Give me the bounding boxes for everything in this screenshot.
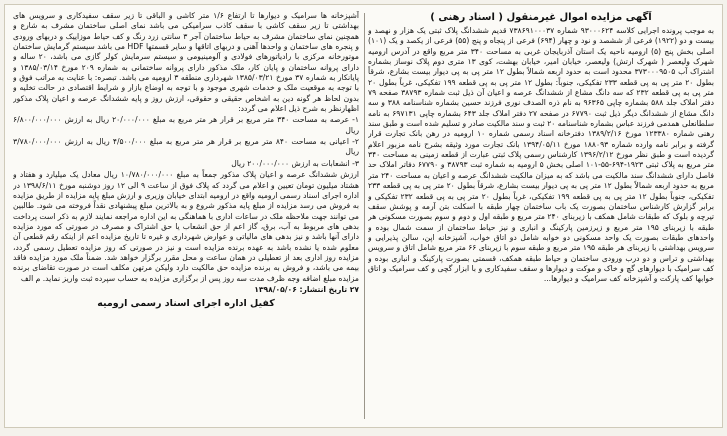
notice-title: آگهی مزایده اموال غیرمنقول ( اسناد رهنی ) — [430, 12, 652, 23]
column-divider — [364, 13, 365, 419]
notice-paragraph: به موجب پرونده اجرایی کلاسه ۹۳۰۰۰۶۲۴ شماره ۷۳۸۶۹۱۰۰۰۳۷ قدیم ششدانگ پلاک ثبتی یک هزار و نهصد و بیست و دو (۱۹۲۲) فرعی از ششصد و نود و چهار (۶۹۴) فرعی از پنجاه و پنج (۵۵) فرعی از یکصد و یک (۱۰۱) اصلی بخش پنج (۵) ارومیه ناحیه یک استان آذربایجان غربی به مساحت ۳۴۰ متر مربع واقع در آدرس ارومیه شهرک ولیعصر ( شهرک ارتش) ولیعصر، خیابان امیر، خیابان بهشت، کوی ۱۳ متری دوم پلاک نوساز بشماره اشتراک آب ۳۷۳۰۰۰۹۵۰۵ محدود است به حدود اربعه شمالاً بطول ۱۲ متر پی به پی دیوار بیست بشارع، شرقاً بطول ۲۰ متر پی به پی قطعه ۲۳۳ تفکیکی، جنوباً: بطول ۱۲ متر پی به پی قطعه ۱۹۹ تفکیکی، غرباً بطول ۲۰ متر پی به پی قطعه ۲۳۲ که سه دانگ مشاع از ششدانگ عرصه و اعیان آن ذیل ثبت شماره ۳۸۷۹۳ صفحه ۷۹ دفتر املاک جلد ۵۸۸ بشماره چاپی ۹۶۳۶۵ به نام ذره الصدف نوری فرزند حسین بشماره شناسنامه ۳۸۸ و سه دانگ مشاع از ششدانگ دیگر ذیل ثبت ۶۷۷۹۰ در صفحه ۲۷ دفتر املاک جلد ۶۴۳ بشماره چاپی ۶۹۷۱۳۱ به نامه سلطانعلی همدمی فرزند عباس بشماره شناسنامه ۲۰ ثبت و سند مالکیت صادر و تسلیم شده است و طبق سند رهنی شماره ۱۲۳۳۸۰ مورخ ۱۳۸۹/۲/۱۶ دفترخانه اسناد رسمی شماره ۱۰ ارومیه در رهن بانک تجارت قرار گرفته و برابر نامه وارده شماره ۱۸۸۰۹۳ مورخ ۱۳۹۴/۰۵/۱۱ بانک تجارت مورد وثیقه بشرح نامه مزبور اعلام گردیده است و طبق نظر مورخ ۱۳۹۶/۲/۱۲ کارشناس رسمی پلاک ثبتی عبارت از قطعه زمینی به مساحت ۳۴۰ متر مربع به پلاک ثبتی ۱۹۲۳-۶۹۴-۵۵-۱۰۱ اصلی بخش ۵ ارومیه به شماره ثبت ۳۸۷۹۳ و ۶۷۷۹۰ دفاتر املاک حد فاصل دارای ششدانگ سند مالکیت می باشد که به میزان مالکیت ششدانگ عرصه و اعیان به مساحت ۲۴۰ متر مربع به حدود اربعه شمالاً بطول ۱۲ متر پی به پی دیوار بیست بشارع، شرقاً بطول ۲۰ متر پی به پی قطعه ۲۳۳ تفکیکی، جنوباً بطول ۱۲ متر پی به پی قطعه ۱۹۹ تفکیکی، غرباً بطول ۲۰ متر پی به پی قطعه ۲۳۲ تفکیکی و برابر گزارش کارشناس ساختمان بصورت یک باب ساختمان چهار طبقه با اسکلت بتن آرمه و پوشش سقف تیرچه و بلوک که طبقات شامل همکف با زیربنای ۲۴۰ متر مربع و طبقه اول و دوم و سوم بصورت مسکونی هر طبقه با زیربنای ۱۹۵ متر مربع و زیرزمین پارکینگ و انباری و نیز حیاط ساختمان از سمت شمال بوده و واحدهای طبقات بصورت یک واحد مسکونی دو خوابه شامل دو اتاق خواب، آشپزخانه اپن، سالن پذیرایی و سرویس بهداشتی با زیربنای هر طبقه ۱۹۵ متر مربع و طبقه سوم با زیربنای ۶۶ متر مربع شامل اتاق و سرویس بهداشتی و تراس و دو درب ورودی ساختمان و حیاط طبقه همکف، قسمتی بصورت پارکینگ و انباری بوده و کف سرامیک با دیوارهای گچ و خاک و موکت و دیوارها و سقف سفیدکاری و با ابزار گچی و کف سرامیک و اتاق خوابها کف پارکت و آشپزخانه کف سرامیک و دیوارها... — [368, 26, 714, 284]
auction-notice — [4, 4, 723, 428]
notice-paragraph: آشپزخانه ها سرامیک و دیوارها تا ارتفاع ۱/۶ متر کاشی و الباقی تا زیر سقف سفیدکاری و سرویس های بهداشتی تا زیر سقف کاشی با سقف کاذب سرامیکی می باشد نمای اصلی ساختمان مشرف به شارع و همچنین نمای ساختمان مشرف به حیاط ساختمان آجر ۳ سانتی زرد رنگ و کف حیاط موزاییک و دربهای ورودی و پنجره های ساختمان و واحدها آهنی و دربهای اتاقها و سایر قسمتها HDF می باشد سیستم گرمایش ساختمان موتورخانه مرکزی با رادیاتورهای فولادی و آلومینیومی و سیستم سرمایش کولر گازی می باشد، ۲۰ ساله و دارای پروانه ساختمان و پایان کار، ملک مذکور دارای پروانه ساختمانی به شماره ۲۰۹ مورخ ۱۳۸۵/۰۳/۱۴ و پایانکار به شماره ۳۷ مورخ ۱۳۸۵/۰۳/۲۱ شهرداری منطقه ۳ ارومیه می باشد. تبصره: با عنایت به مراتب فوق و با توجه به موقعیت ملک و خدمات شهری موجود و با توجه به اوضاع بازار و شرایط اقتصادی در حالت تخلیه و بدون لحاظ هر گونه دین به اشخاص حقیقی و حقوقی، ارزش روز و پایه ششدانگ عرصه و اعیان پلاک مذکور اظهارنظر به شرح ذیل اعلام می گردد: — [13, 11, 359, 114]
notice-paragraph: ارزش ششدانگ عرصه و اعیان پلاک مذکور جمعاً به مبلغ ۱۰/۷۸۰/۰۰۰/۰۰۰ ریال معادل یک میلیارد و هفتاد و هشتاد میلیون تومان تعیین و اعلام می گردد که پلاک فوق از ساعت ۹ الی ۱۲ روز دوشنبه مورخ ۱۳۹۸/۶/۱۱ در اداره اجرای اسناد رسمی ارومیه واقع در ارومیه ابتدای خیابان وزیری و ارزش مبلغ پایه مزایده از طریق مزایده به فروش می رسد مزایده از مبلغ پایه مذکور شروع و به بالاترین مبلغ پیشنهادی نقداً فروخته می شود. طالبین می توانند جهت ملاحظه ملک در ساعات اداری با هماهنگی به این اداره مراجعه نمایند لازم به ذکر است پرداخت بدهی های مربوط به آب، برق، گاز اعم از حق انشعاب یا حق اشتراک و مصرف در صورتی که مورد مزایده دارای آنها باشد و نیز بدهی های مالیاتی و عوارض شهرداری و غیره تا تاریخ مزایده اعم از اینکه رقم قطعی آن معلوم شده یا نشده باشد به عهده برنده مزایده است و نیز در صورتی که روز مزایده تعطیل رسمی گردد، مزایده روز اداری بعد از تعطیلی در همان ساعت و محل مقرر برگزار خواهد شد. ضمناً ملک مورد مزایده فاقد بیمه می باشد، و فروش به برنده مزایده حق مالکیت دارد ولیکن مرتهن مکلف است در صورت تقاضای برنده مزایده مبلغ اضافه وجه ظرف مدت سه روز پس از برگزاری مزایده به حساب سپرده ثبت واریز نماید. م الف — [13, 170, 359, 283]
notice-left-column — [13, 11, 359, 421]
notice-right-column — [368, 11, 714, 421]
valuation-item-building: ۲- اعیانی به مساحت ۸۴۰ متر مربع بر قرار هر متر مربع به مبلغ ۴/۵۰۰/۰۰۰ ریال به ارزش ۳/۷۸۰/۰۰۰/۰۰۰ ریال — [13, 137, 359, 157]
publication-date: ۲۷ تاریخ انتشار: ۱۳۹۸/۰۵/۰۶ — [254, 284, 359, 294]
signature: کفیل اداره اجرای اسناد رسمی ارومیه — [97, 298, 275, 310]
valuation-item-land: ۱- عرصه به مساحت ۳۴۰ متر مربع بر قرار هر متر مربع به مبلغ ۲۰/۰۰۰/۰۰۰ ریال به ارزش ۶/۸۰۰/۰۰۰/۰۰۰ ریال — [13, 115, 359, 135]
valuation-item-utilities: ۳- انشعابات به ارزش ۲۰۰/۰۰۰/۰۰۰ ریال — [231, 158, 359, 168]
